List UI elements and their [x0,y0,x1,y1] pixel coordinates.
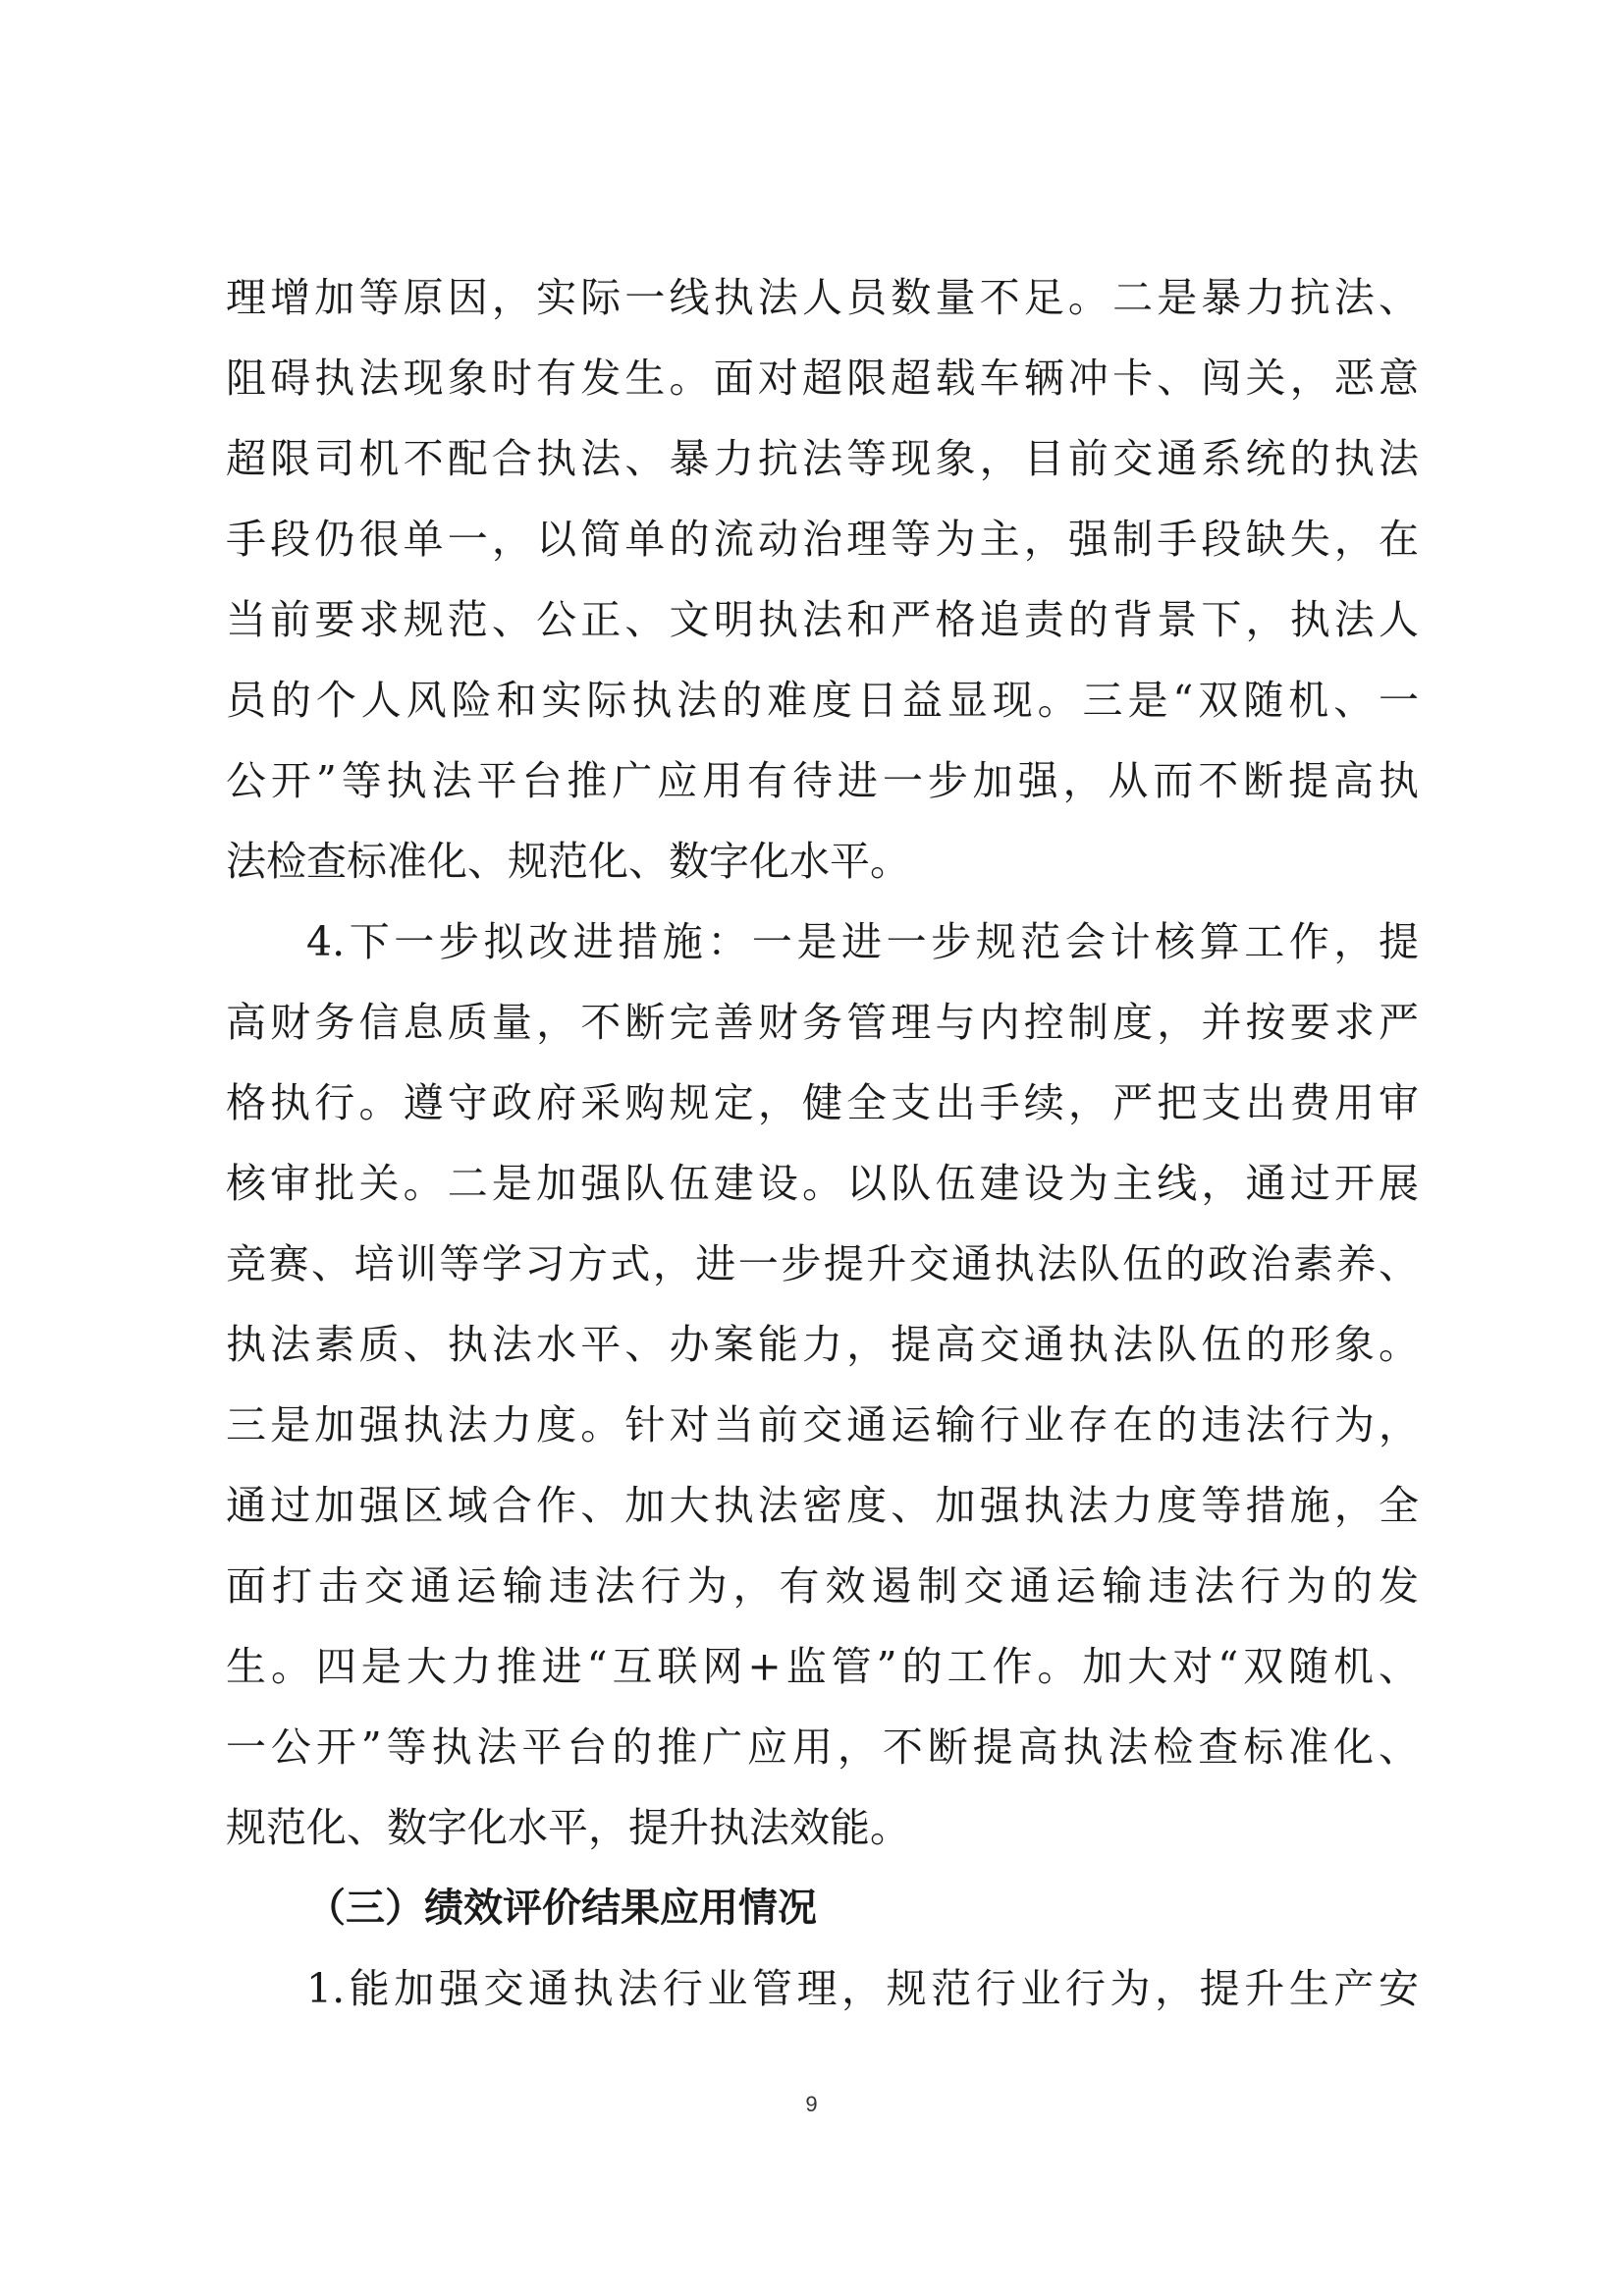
paragraph-line-21: 1.能加强交通执法行业管理，规范行业行为，提升生产安 [306,1965,1419,2012]
paragraph-line-1: 理增加等原因，实际一线执法人员数量不足。二是暴力抗法、 [226,274,1419,321]
section-heading: （三）绩效评价结果应用情况 [306,1886,817,1931]
paragraph-line-18: 生。四是大力推进“互联网+监管”的工作。加大对“双随机、 [226,1643,1419,1690]
paragraph-line-15: 三是加强执法力度。针对当前交通运输行业存在的违法行为， [226,1401,1419,1449]
paragraph-line-20: 规范化、数字化水平，提升执法效能。 [226,1804,910,1851]
paragraph-line-7: 公开”等执法平台推广应用有待进一步加强，从而不断提高执 [226,757,1419,804]
paragraph-line-9: 4.下一步拟改进措施：一是进一步规范会计核算工作，提 [306,918,1419,965]
paragraph-line-16: 通过加强区域合作、加大执法密度、加强执法力度等措施，全 [226,1482,1419,1529]
paragraph-line-14: 执法素质、执法水平、办案能力，提高交通执法队伍的形象。 [226,1321,1419,1368]
page-number: 9 [805,2092,818,2116]
paragraph-line-2: 阻碍执法现象时有发生。面对超限超载车辆冲卡、闯关，恶意 [226,355,1419,402]
paragraph-line-12: 核审批关。二是加强队伍建设。以队伍建设为主线，通过开展 [226,1160,1419,1207]
paragraph-line-5: 当前要求规范、公正、文明执法和严格追责的背景下，执法人 [226,596,1419,643]
paragraph-line-10: 高财务信息质量，不断完善财务管理与内控制度，并按要求严 [226,999,1419,1046]
paragraph-line-8: 法检查标准化、规范化、数字化水平。 [226,838,910,885]
paragraph-line-19: 一公开”等执法平台的推广应用，不断提高执法检查标准化、 [226,1723,1419,1771]
paragraph-line-4: 手段仍很单一，以简单的流动治理等为主，强制手段缺失，在 [226,516,1419,563]
paragraph-line-11: 格执行。遵守政府采购规定，健全支出手续，严把支出费用审 [226,1079,1419,1126]
paragraph-line-3: 超限司机不配合执法、暴力抗法等现象，目前交通系统的执法 [226,435,1419,482]
paragraph-line-17: 面打击交通运输违法行为，有效遏制交通运输违法行为的发 [226,1562,1419,1610]
body-text [226,257,1419,2029]
paragraph-line-6: 员的个人风险和实际执法的难度日益显现。三是“双随机、一 [226,677,1419,724]
paragraph-line-13: 竞赛、培训等学习方式，进一步提升交通执法队伍的政治素养、 [226,1240,1419,1287]
